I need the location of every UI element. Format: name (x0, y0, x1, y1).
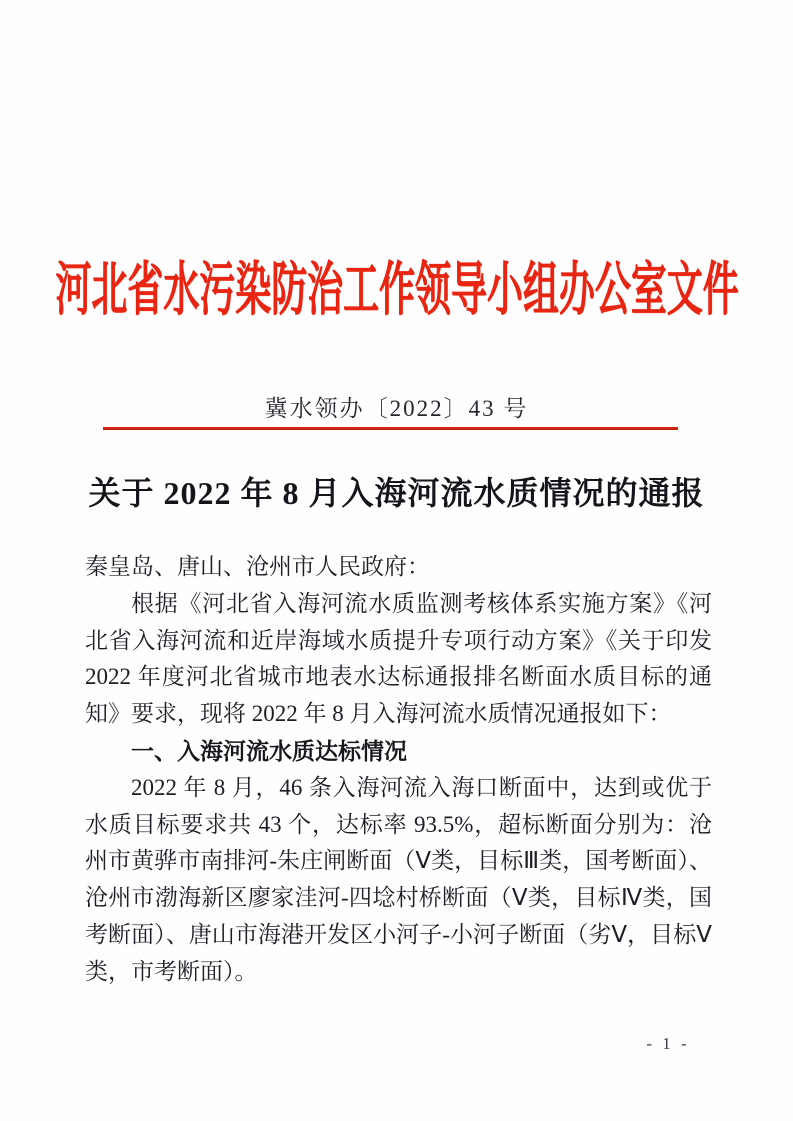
document-number: 冀水领办〔2022〕43 号 (264, 396, 529, 421)
document-org-header: 河北省水污染防治工作领导小组办公室文件 (54, 257, 739, 322)
red-divider-line (103, 427, 678, 430)
document-body (85, 549, 712, 991)
document-title: 关于 2022 年 8 月入海河流水质情况的通报 (88, 475, 705, 511)
intro-paragraph: 根据《河北省入海河流水质监测考核体系实施方案》《河北省入海河流和近岸海域水质提升专项行动方案》《关于印发 2022 年度河北省城市地表水达标通报排名断面水质目标的通知》要求，现将 2022 年 8 月入海河流水质情况通报如下： (85, 590, 712, 727)
page-number: - 1 - (646, 1034, 690, 1053)
salutation-line: 秦皇岛、唐山、沧州市人民政府： (85, 554, 430, 579)
section-1-paragraph: 2022 年 8 月，46 条入海河流入海口断面中，达到或优于水质目标要求共 43 个，达标率 93.5%，超标断面分别为：沧州市黄骅市南排河-朱庄闸断面（Ⅴ类，目标Ⅲ类，国考断面）、沧州市渤海新区廖家洼河-四埝村桥断面（Ⅴ类，目标Ⅳ类，国考断面）、唐山市海港开发区小河子-小河子断面（劣Ⅴ，目标Ⅴ类，市考断面）。 (85, 774, 712, 984)
section-1-heading: 一、入海河流水质达标情况 (131, 737, 407, 764)
